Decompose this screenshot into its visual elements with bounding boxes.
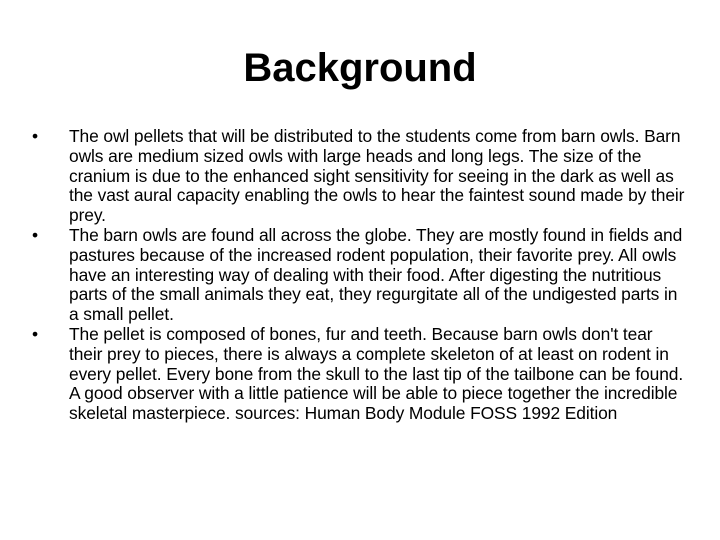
bullet-point-icon: • <box>32 126 38 146</box>
bullet-text: The barn owls are found all across the globe. They are mostly found in fields and pastures because of the increased rodent population, their favorite prey. All owls have an interesting way of dealing with their food. After digesting the nutritious parts of the small animals they eat, they regurgitate all of the undigested parts in a small pellet. <box>69 224 683 325</box>
bullet-point-icon: • <box>32 224 38 245</box>
bullet-item <box>30 325 690 424</box>
bullet-text: The pellet is composed of bones, fur and teeth. Because barn owls don't tear their prey to pieces, there is always a complete skeleton of at least on rodent in every pellet. Every bone from the skull to the last tip of the tailbone can be found. A good observer with a little patience will be able to piece together the incredible skeletal masterpiece. sources: Human Body Module FOSS 1992 Edition <box>69 323 684 424</box>
bullet-list <box>30 127 690 424</box>
slide-title: Background <box>243 46 477 90</box>
bullet-item <box>30 226 690 325</box>
bullet-text: The owl pellets that will be distributed to the students come from barn owls. Barn owls are medium sized owls with large heads and long legs. The size of the cranium is due to the enhanced sight sensitivity for seeing in the dark as well as the vast aural capacity enabling the owls to hear the faintest sound made by their prey. <box>69 126 685 226</box>
bullet-point-icon: • <box>32 323 38 344</box>
bullet-item <box>30 127 690 226</box>
